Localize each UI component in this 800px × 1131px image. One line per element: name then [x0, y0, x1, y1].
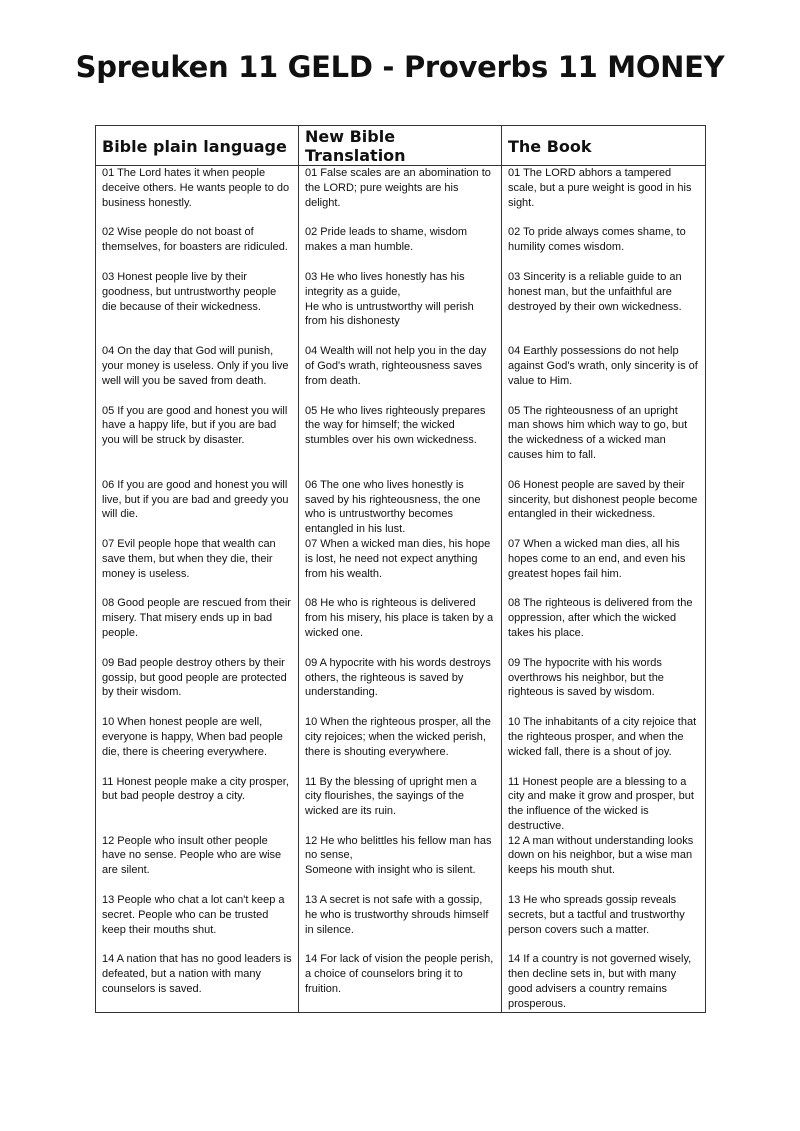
- the-book-cell: [502, 537, 706, 596]
- new-translation-cell: [299, 656, 502, 715]
- plain-language-cell: [96, 166, 299, 226]
- new-translation-cell: [299, 404, 502, 478]
- the-book-cell: [502, 404, 706, 478]
- new-translation-cell: [299, 478, 502, 537]
- verse-text: 04 Wealth will not help you in the day of God's wrath, righteousness saves from death.: [305, 345, 487, 387]
- verse-text: 09 Bad people destroy others by their gossip, but good people are protected by their wisdom.: [102, 656, 287, 699]
- table-row: [96, 893, 706, 952]
- plain-language-cell: [96, 537, 299, 596]
- verse-text: 02 Wise people do not boast of themselves, for boasters are ridiculed.: [102, 226, 288, 254]
- verse-text: 01 The LORD abhors a tampered scale, but a pure weight is good in his sight.: [508, 167, 692, 209]
- the-book-cell: [502, 166, 706, 226]
- verse-text: 02 Pride leads to shame, wisdom makes a man humble.: [305, 226, 468, 254]
- verse-text: 06 If you are good and honest you will live, but if you are bad and greedy you will die.: [102, 478, 289, 521]
- the-book-cell: [502, 596, 706, 655]
- verse-text: 14 If a country is not governed wisely, then decline sets in, but with many good advisers a country remains prosperous.: [508, 953, 692, 1010]
- verse-text: 06 The one who lives honestly is saved by his righteousness, the one who is untrustworthy becomes entangled in his lust.: [305, 478, 481, 536]
- table-row: [96, 656, 706, 715]
- verse-text: 04 Earthly possessions do not help against God's wrath, only sincerity is of value to Him.: [508, 345, 698, 387]
- verse-text: 12 He who belittles his fellow man has no sense, Someone with insight who is silent.: [305, 834, 492, 877]
- plain-language-cell: [96, 344, 299, 403]
- verse-text: 02 To pride always comes shame, to humility comes wisdom.: [508, 226, 686, 254]
- column-header-plain-language: Bible plain language: [96, 126, 299, 166]
- verse-text: 13 A secret is not safe with a gossip, he who is trustworthy shrouds himself in silence.: [305, 894, 489, 936]
- verse-text: 09 The hypocrite with his words overthrows his neighbor, but the righteous is saved by wisdom.: [508, 656, 664, 699]
- table-row: [96, 596, 706, 655]
- the-book-cell: [502, 775, 706, 834]
- verse-text: 06 Honest people are saved by their sincerity, but dishonest people become entangled in their wickedness.: [508, 478, 698, 521]
- verse-text: 01 The Lord hates it when people deceive others. He wants people to do business honestly.: [102, 167, 290, 209]
- table-row: [96, 166, 706, 226]
- verse-text: 10 When honest people are well, everyone is happy, When bad people die, there is cheering everywhere.: [102, 716, 283, 758]
- the-book-cell: [502, 344, 706, 403]
- plain-language-cell: [96, 893, 299, 952]
- verse-text: 07 When a wicked man dies, his hope is lost, he need not expect anything from his wealth.: [305, 537, 491, 580]
- table-row: [96, 478, 706, 537]
- header-row: [96, 126, 706, 166]
- plain-language-cell: [96, 596, 299, 655]
- new-translation-cell: [299, 344, 502, 403]
- verse-text: 14 For lack of vision the people perish, a choice of counselors bring it to fruition.: [305, 953, 494, 996]
- proverbs-table: [95, 125, 706, 1013]
- verse-text: 09 A hypocrite with his words destroys others, the righteous is saved by understanding.: [305, 656, 491, 699]
- plain-language-cell: [96, 225, 299, 270]
- verse-text: 03 Honest people live by their goodness, but untrustworthy people die because of their wickedness.: [102, 270, 277, 313]
- the-book-cell: [502, 225, 706, 270]
- table-body: [96, 166, 706, 1013]
- table-row: [96, 715, 706, 774]
- column-header-new-translation: New Bible Translation: [299, 126, 502, 166]
- verse-text: 03 Sincerity is a reliable guide to an honest man, but the unfaithful are destroyed by their own wickedness.: [508, 270, 682, 313]
- table-row: [96, 344, 706, 403]
- verse-text: 07 When a wicked man dies, all his hopes come to an end, and even his greatest hopes fail him.: [508, 537, 686, 580]
- new-translation-cell: [299, 834, 502, 893]
- table-row: [96, 404, 706, 478]
- verse-text: 13 He who spreads gossip reveals secrets, but a tactful and trustworthy person covers such a matter.: [508, 894, 685, 936]
- new-translation-cell: [299, 537, 502, 596]
- new-translation-cell: [299, 270, 502, 344]
- plain-language-cell: [96, 404, 299, 478]
- verse-text: 11 By the blessing of upright men a city flourishes, the sayings of the wicked are its ruin.: [305, 775, 477, 818]
- verse-text: 01 False scales are an abomination to the LORD; pure weights are his delight.: [305, 167, 491, 209]
- verse-text: 10 When the righteous prosper, all the city rejoices; when the wicked perish, there is shouting everywhere.: [305, 716, 491, 758]
- verse-text: 10 The inhabitants of a city rejoice that the righteous prosper, and when the wicked fall, there is a shout of joy.: [508, 716, 697, 758]
- the-book-cell: [502, 478, 706, 537]
- new-translation-cell: [299, 596, 502, 655]
- new-translation-cell: [299, 952, 502, 1012]
- new-translation-cell: [299, 225, 502, 270]
- new-translation-cell: [299, 715, 502, 774]
- the-book-cell: [502, 952, 706, 1012]
- plain-language-cell: [96, 656, 299, 715]
- plain-language-cell: [96, 775, 299, 834]
- table-row: [96, 952, 706, 1012]
- table-row: [96, 537, 706, 596]
- table-row: [96, 225, 706, 270]
- verse-text: 03 He who lives honestly has his integrity as a guide, He who is untrustworthy will perish from his dishonesty: [305, 270, 474, 328]
- verse-text: 04 On the day that God will punish, your money is useless. Only if you live well will you be saved from death.: [102, 345, 289, 387]
- verse-text: 12 A man without understanding looks down on his neighbor, but a wise man keeps his mouth shut.: [508, 834, 694, 877]
- the-book-cell: [502, 834, 706, 893]
- verse-text: 08 He who is righteous is delivered from his misery, his place is taken by a wicked one.: [305, 597, 494, 639]
- verse-text: 08 Good people are rescued from their misery. That misery ends up in bad people.: [102, 597, 291, 639]
- the-book-cell: [502, 715, 706, 774]
- verse-text: 05 He who lives righteously prepares the way for himself; the wicked stumbles over his own wickedness.: [305, 404, 486, 447]
- plain-language-cell: [96, 478, 299, 537]
- the-book-cell: [502, 656, 706, 715]
- page-title: Spreuken 11 GELD - Proverbs 11 MONEY: [75, 50, 725, 84]
- table-row: [96, 775, 706, 834]
- verse-text: 07 Evil people hope that wealth can save them, but when they die, their money is useless.: [102, 537, 276, 580]
- verse-text: 12 People who insult other people have no sense. People who are wise are silent.: [102, 834, 282, 877]
- new-translation-cell: [299, 893, 502, 952]
- column-header-the-book: The Book: [502, 126, 706, 166]
- table-row: [96, 270, 706, 344]
- verse-text: 14 A nation that has no good leaders is defeated, but a nation with many counselors is saved.: [102, 953, 292, 996]
- verse-text: 11 Honest people are a blessing to a city and make it grow and prosper, but the influence of the wicked is destructive.: [508, 775, 694, 832]
- plain-language-cell: [96, 270, 299, 344]
- new-translation-cell: [299, 775, 502, 834]
- plain-language-cell: [96, 715, 299, 774]
- verse-text: 05 If you are good and honest you will have a happy life, but if you are bad you will be struck by disaster.: [102, 404, 288, 447]
- verse-text: 08 The righteous is delivered from the oppression, after which the wicked takes his place.: [508, 597, 693, 639]
- verse-text: 13 People who chat a lot can't keep a secret. People who can be trusted keep their mouths shut.: [102, 894, 285, 936]
- verse-text: 11 Honest people make a city prosper, but bad people destroy a city.: [102, 775, 289, 803]
- table-row: [96, 834, 706, 893]
- the-book-cell: [502, 270, 706, 344]
- plain-language-cell: [96, 952, 299, 1012]
- plain-language-cell: [96, 834, 299, 893]
- verse-text: 05 The righteousness of an upright man shows him which way to go, but the wickedness of a wicked man causes him to fall.: [508, 404, 688, 461]
- new-translation-cell: [299, 166, 502, 226]
- the-book-cell: [502, 893, 706, 952]
